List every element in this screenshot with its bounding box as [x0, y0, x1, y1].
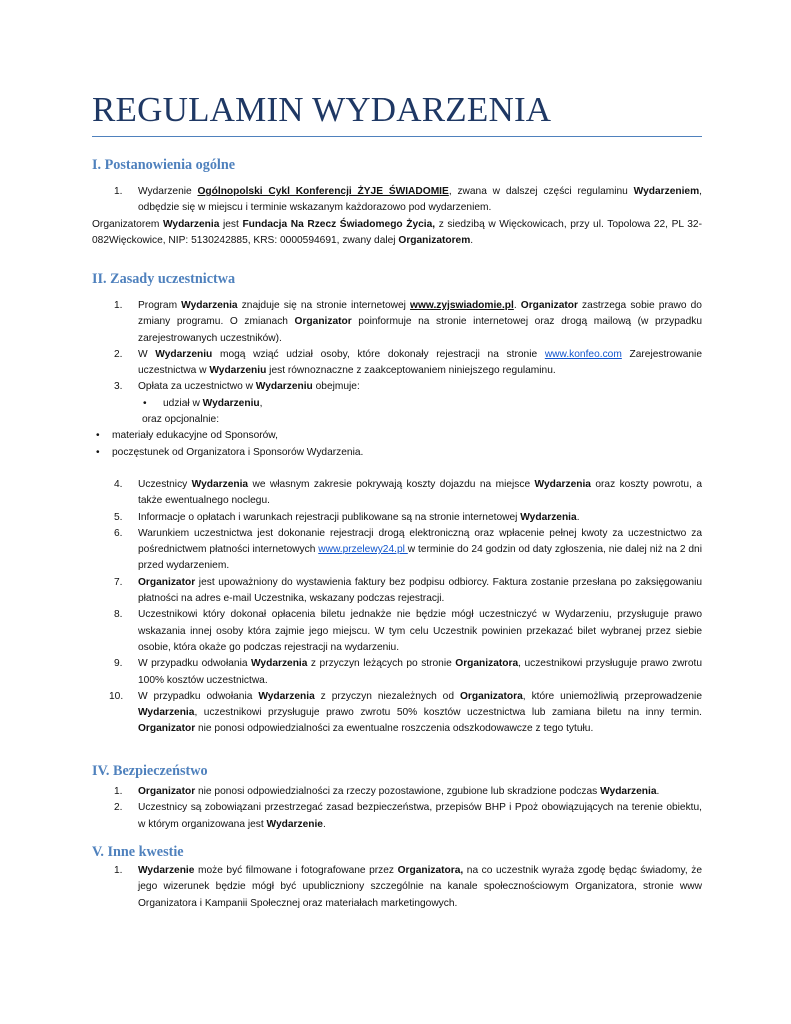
list-item-text: [138, 865, 702, 909]
text-run: we własnym zakresie pokrywają koszty dojazdu na miejsce: [248, 478, 535, 490]
emphasized-text: Wydarzenia: [520, 511, 577, 523]
organizer-paragraph: [92, 217, 702, 250]
bullet-item: [92, 445, 702, 461]
bullet-icon: •: [96, 430, 100, 442]
emphasized-text: Organizatorem: [398, 234, 471, 246]
section-participation-rules: [92, 270, 702, 738]
text-run: Informacje o opłatach i warunkach rejestracji publikowane są na stronie internetowej: [138, 511, 521, 523]
emphasized-text: Wydarzeniu: [202, 397, 260, 409]
hyperlink[interactable]: www.konfeo.com: [544, 348, 622, 360]
bullet-text: materiały edukacyjne od Sponsorów,: [112, 430, 278, 442]
list-item: [92, 784, 702, 800]
list-item-text: [138, 512, 580, 523]
emphasized-text: Organizatora,: [397, 865, 464, 876]
text-run: .: [576, 511, 580, 523]
list-number: 8.: [114, 609, 123, 621]
text-run: udział w: [163, 397, 203, 409]
section-general-provisions: [92, 156, 702, 249]
emphasized-underlined-text: www.zyjswiadomie.pl: [410, 300, 514, 311]
text-run: , uczestnikowi przysługuje prawo zwrotu 100% kosztów uczestnictwa.: [138, 658, 702, 686]
spacer: [92, 461, 702, 477]
text-run: poinformuje na stronie internetowej oraz drogą mailową (w przypadku zarejestrowanych uczestników).: [138, 316, 702, 344]
emphasized-text: Wydarzeniu: [209, 365, 267, 377]
emphasized-text: Organizator: [138, 786, 196, 797]
section-safety: [92, 762, 702, 833]
text-run: W przypadku odwołania: [138, 690, 259, 702]
section-list: [92, 184, 702, 217]
list-number: 1.: [114, 300, 123, 311]
text-run: w terminie do 24 godzin od daty zgłoszenia, nie dalej niż na 2 dni przed wydarzeniem.: [138, 544, 702, 572]
emphasized-text: Wydarzenia: [162, 218, 220, 230]
bullet-item: [92, 428, 702, 444]
text-run: jest: [219, 218, 243, 230]
emphasized-underlined-text: Ogólnopolski Cykl Konferencji ŻYJE ŚWIADOMIE: [197, 186, 449, 197]
text-run: zastrzega sobie prawo do zmiany programu. O zmianach: [138, 300, 702, 328]
text-run: W przypadku odwołania: [138, 658, 251, 670]
section-list: [92, 863, 702, 912]
list-item-text: [138, 186, 702, 213]
emphasized-text: Organizator: [138, 723, 196, 735]
text-run: .: [322, 818, 326, 830]
list-number: 2.: [114, 348, 123, 360]
text-run: , zwana w dalszej części regulaminu: [448, 186, 634, 197]
list-item: [92, 477, 702, 510]
text-run: nie ponosi odpowiedzialności za ewentualne roszczenia odszkodowawcze z tego tytułu.: [195, 723, 594, 735]
text-run: .: [656, 786, 660, 797]
text-run: mogą wziąć udział osoby, które dokonały rejestracji na stronie: [212, 348, 545, 360]
list-item-text: [138, 381, 360, 392]
emphasized-text: Organizator: [294, 316, 352, 328]
text-run: Opłata za uczestnictwo w: [138, 381, 256, 393]
bullet-text: [163, 398, 262, 409]
emphasized-text: Wydarzeniu: [255, 381, 313, 393]
section-heading: II. Zasady uczestnictwa: [92, 271, 236, 287]
section-list: [92, 784, 702, 833]
list-item: [92, 863, 702, 912]
text-run: .: [470, 234, 474, 246]
list-item: [92, 689, 702, 738]
title-divider: [92, 136, 702, 137]
section-heading: V. Inne kwestie: [92, 844, 184, 860]
bullet-icon: •: [96, 446, 100, 458]
text-run: oraz koszty powrotu, a także ewentualnego noclegu.: [138, 478, 702, 507]
list-item: [92, 800, 702, 833]
list-item: [92, 510, 702, 526]
text-run: jest upoważniony do wystawienia faktury bez podpisu odbiorcy. Faktura zostanie przesłana po zaksięgowaniu płatności na adres e-mail Uczestnika, wskazany podczas rejestracji.: [138, 576, 702, 605]
text-run: ,: [259, 397, 263, 409]
section-list: [92, 298, 702, 396]
text-run: , które uniemożliwią przeprowadzenie: [522, 690, 702, 702]
emphasized-text: Wydarzenia: [258, 690, 315, 702]
bullet-icon: •: [143, 397, 147, 409]
text-run: Organizatorem: [92, 218, 163, 230]
list-item-text: [138, 479, 702, 506]
hyperlink[interactable]: www.przelewy24.pl: [318, 544, 408, 556]
list-number: 1.: [114, 786, 123, 797]
emphasized-text: Wydarzenie: [266, 818, 323, 830]
emphasized-text: Wydarzenia: [600, 786, 657, 797]
emphasized-text: Wydarzeniem: [633, 186, 700, 197]
list-item: [92, 526, 702, 575]
emphasized-text: Wydarzenia: [191, 478, 249, 490]
list-number: 1.: [114, 186, 123, 197]
text-run: W: [138, 348, 156, 360]
list-item-text: [138, 577, 702, 604]
list-item: [92, 575, 702, 608]
list-item-text: [138, 528, 702, 572]
list-number: 2.: [114, 802, 123, 814]
text-run: z siedzibą w Więckowicach, przy ul. Topolowa 22, PL 32-082Więckowice, NIP: 5130242885, KRS: 0000594691, zwany dalej: [92, 218, 702, 246]
list-number: 1.: [114, 865, 123, 876]
emphasized-text: Organizator: [138, 576, 196, 588]
list-item: [92, 298, 702, 347]
text-run: jest równoznaczne z zaakceptowaniem niniejszego regulaminu.: [266, 365, 556, 377]
text-run: Uczestnicy: [138, 478, 192, 490]
emphasized-text: Wydarzenia: [181, 300, 238, 311]
emphasized-text: Fundacja Na Rzecz Świadomego Życia,: [242, 218, 436, 230]
text-run: , odbędzie się w miejscu i terminie wskazanym każdorazowo pod wydarzeniem.: [138, 186, 702, 214]
text-run: Program: [138, 300, 182, 311]
list-number: 5.: [114, 511, 123, 523]
list-number: 10.: [109, 690, 124, 702]
emphasized-text: Organizatora: [459, 690, 523, 702]
text-run: .: [513, 300, 521, 311]
text-run: Wydarzenie: [138, 186, 198, 197]
list-item: [92, 656, 702, 689]
emphasized-text: Organizatora: [455, 658, 519, 670]
text-run: na co uczestnik wyraża zgodę będąc świadomy, że jego wizerunek będzie mógł być upubliczniony szczególnie na kanale społecznościowym Organizatora, stronie www Organizatora i Kampanii Społecznej oraz materiałach marketingowych.: [138, 865, 703, 909]
emphasized-text: Wydarzenia: [138, 707, 195, 719]
list-item-text: [138, 786, 659, 797]
text-run: obejmuje:: [312, 381, 360, 393]
text-run: , uczestnikowi przysługuje prawo zwrotu 50% kosztów uczestnictwa lub zamiana biletu na inny termin.: [194, 707, 702, 719]
list-item-text: [138, 802, 702, 829]
emphasized-text: Wydarzenia: [251, 658, 308, 670]
text-run: Warunkiem uczestnictwa jest dokonanie rejestracji drogą elektroniczną oraz wpłacenie pełnej kwoty za uczestnictwo za pośrednictwem płatności internetowych: [138, 527, 702, 556]
section-other: [92, 843, 702, 912]
list-item-text: [138, 658, 702, 685]
text-run: nie ponosi odpowiedzialności za rzeczy pozostawione, zgubione lub skradzione podczas: [195, 786, 601, 797]
list-item-text: [138, 300, 702, 344]
text-run: Uczestnicy są zobowiązani przestrzegać zasad bezpieczeństwa, przepisów BHP i Ppoż obowiązujących na terenie obiektu, w którym organizowana jest: [138, 802, 702, 830]
emphasized-text: Wydarzeniu: [155, 348, 213, 360]
list-number: 4.: [114, 478, 123, 490]
list-number: 9.: [114, 658, 123, 670]
list-item: [92, 184, 702, 217]
bullet-item: [92, 396, 702, 412]
list-number: 7.: [114, 576, 123, 588]
section-heading: IV. Bezpieczeństwo: [92, 763, 208, 779]
list-item-text: [138, 349, 702, 376]
optional-label: oraz opcjonalnie:: [142, 414, 220, 426]
list-item: [92, 379, 702, 395]
text-run: z przyczyn niezależnych od: [314, 690, 460, 702]
list-item: [92, 347, 702, 380]
list-item-text: [138, 691, 702, 735]
section-heading: I. Postanowienia ogólne: [92, 157, 236, 173]
text-run: Uczestnikowi który dokonał opłacenia biletu jednakże nie będzie mógł uczestniczyć w Wydarzeniu, przysługuje prawo wskazania innej osoby która zajmie jego miejscu. W tym celu Uczestnik powinien przekazać bilet wybranej przez siebie osobie, która okaże go podczas rejestracji na wydarzeniu.: [138, 609, 702, 653]
text-run: z przyczyn leżących po stronie: [307, 658, 456, 670]
section-list: [92, 477, 702, 738]
list-item-text: [138, 609, 702, 653]
emphasized-text: Wydarzenie: [138, 865, 195, 876]
bullet-text: poczęstunek od Organizatora i Sponsorów Wydarzenia.: [112, 446, 364, 458]
list-number: 3.: [114, 381, 123, 393]
text-run: Zarejestrowanie uczestnictwa w: [138, 348, 702, 377]
emphasized-text: Wydarzenia: [534, 478, 591, 490]
document-title: REGULAMIN WYDARZENIA: [92, 90, 552, 129]
list-item: [92, 607, 702, 656]
text-run: znajduje się na stronie internetowej: [237, 300, 411, 311]
list-number: 6.: [114, 527, 123, 539]
text-run: może być filmowane i fotografowane przez: [194, 865, 398, 876]
emphasized-text: Organizator: [520, 300, 578, 311]
